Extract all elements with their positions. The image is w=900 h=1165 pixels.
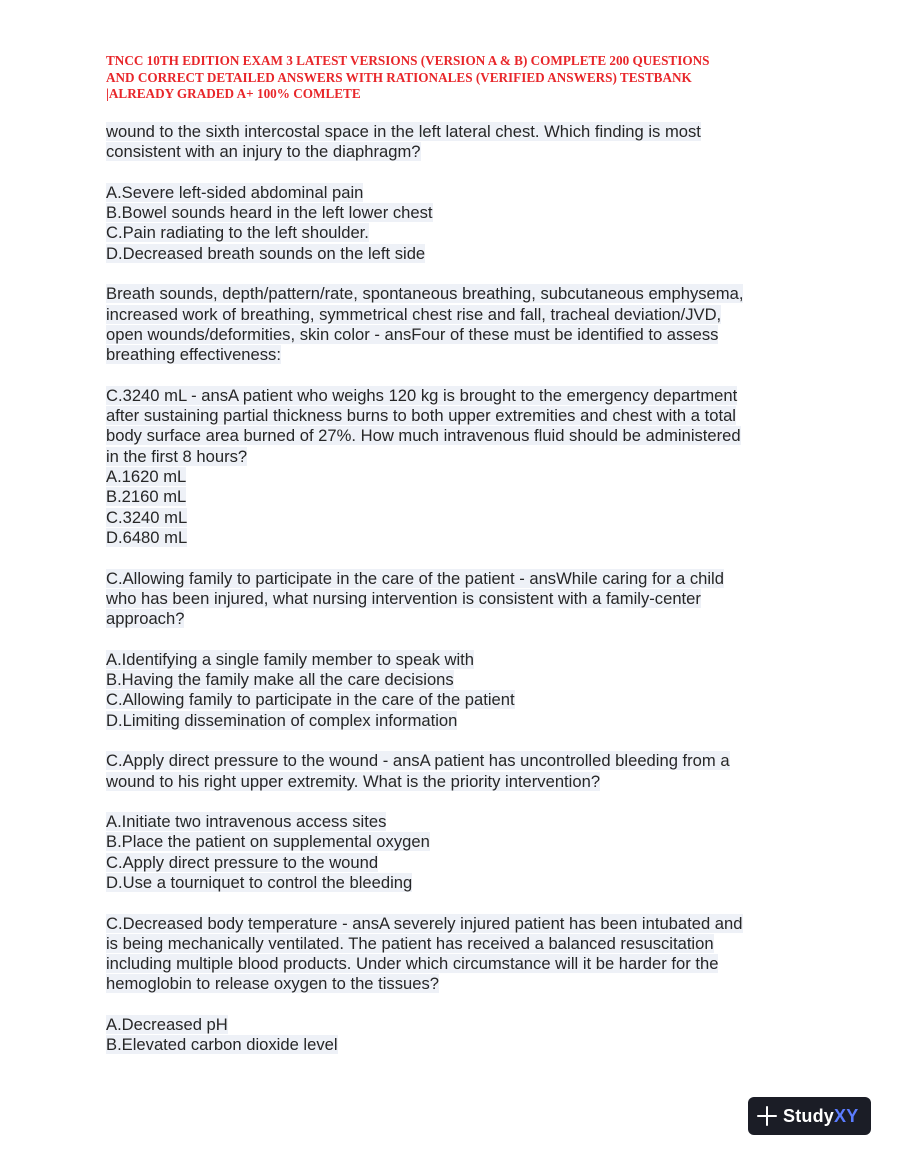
- text-line: [106, 386, 796, 406]
- line-text: A.1620 mL: [106, 467, 187, 487]
- paragraph: [106, 569, 796, 630]
- line-text: including multiple blood products. Under which circumstance will it be harder for the: [106, 954, 719, 974]
- line-text: hemoglobin to release oxygen to the tissues?: [106, 974, 440, 994]
- text-line: [106, 345, 796, 365]
- studyxy-logo-badge[interactable]: [748, 1097, 871, 1135]
- line-text: C.Pain radiating to the left shoulder.: [106, 223, 369, 243]
- line-text: B.2160 mL: [106, 487, 187, 507]
- logo-text-accent: XY: [834, 1105, 859, 1126]
- line-text: consistent with an injury to the diaphragm?: [106, 142, 421, 162]
- line-text: A.Decreased pH: [106, 1015, 228, 1035]
- text-line: [106, 406, 796, 426]
- line-text: D.Decreased breath sounds on the left side: [106, 243, 426, 263]
- line-text: wound to the sixth intercostal space in the left lateral chest. Which finding is most: [106, 122, 701, 141]
- text-line: [106, 873, 796, 893]
- text-line: [106, 528, 796, 548]
- paragraph: [106, 183, 796, 264]
- text-line: [106, 325, 796, 345]
- line-text: D.6480 mL: [106, 527, 188, 547]
- line-text: open wounds/deformities, skin color - ansFour of these must be identified to assess: [106, 324, 719, 344]
- line-text: D.Use a tourniquet to control the bleeding: [106, 872, 413, 892]
- line-text: is being mechanically ventilated. The patient has received a balanced resuscitation: [106, 933, 714, 953]
- text-line: [106, 934, 796, 954]
- text-line: [106, 447, 796, 467]
- line-text: B.Place the patient on supplemental oxygen: [106, 832, 430, 852]
- paragraph: [106, 650, 796, 731]
- line-text: C.Allowing family to participate in the care of the patient: [106, 690, 515, 710]
- text-line: [106, 122, 796, 142]
- text-line: [106, 508, 796, 528]
- line-text: C.3240 mL - ansA patient who weighs 120 kg is brought to the emergency department: [106, 385, 738, 405]
- paragraph: [106, 122, 796, 163]
- line-text: in the first 8 hours?: [106, 446, 248, 466]
- text-line: [106, 954, 796, 974]
- text-line: [106, 244, 796, 264]
- text-line: [106, 609, 796, 629]
- line-text: A.Initiate two intravenous access sites: [106, 812, 387, 832]
- document-title: [106, 53, 806, 103]
- text-line: [106, 1035, 796, 1055]
- text-line: [106, 487, 796, 507]
- text-line: [106, 223, 796, 243]
- text-line: [106, 284, 796, 304]
- text-line: [106, 914, 796, 934]
- text-line: [106, 142, 796, 162]
- text-line: [106, 1015, 796, 1035]
- line-text: C.Allowing family to participate in the care of the patient - ansWhile caring for a child: [106, 568, 724, 588]
- paragraph: [106, 914, 796, 995]
- text-line: [106, 305, 796, 325]
- line-text: after sustaining partial thickness burns to both upper extremities and chest with a total: [106, 406, 736, 426]
- line-text: who has been injured, what nursing intervention is consistent with a family-center: [106, 588, 701, 608]
- line-text: C.Apply direct pressure to the wound: [106, 852, 379, 872]
- text-line: [106, 832, 796, 852]
- paragraph: [106, 812, 796, 893]
- title-line: |ALREADY GRADED A+ 100% COMLETE: [106, 86, 361, 101]
- line-text: breathing effectiveness:: [106, 345, 281, 365]
- text-line: [106, 183, 796, 203]
- line-text: C.Decreased body temperature - ansA severely injured patient has been intubated and: [106, 913, 743, 933]
- line-text: increased work of breathing, symmetrical chest rise and fall, tracheal deviation/JVD,: [106, 304, 722, 324]
- line-text: B.Having the family make all the care decisions: [106, 670, 454, 690]
- text-line: [106, 650, 796, 670]
- line-text: C.Apply direct pressure to the wound - ansA patient has uncontrolled bleeding from a: [106, 751, 730, 771]
- studyxy-logo-text: [783, 1106, 858, 1127]
- title-line: AND CORRECT DETAILED ANSWERS WITH RATIONALES (VERIFIED ANSWERS) TESTBANK: [106, 69, 692, 85]
- text-line: [106, 751, 796, 771]
- line-text: B.Elevated carbon dioxide level: [106, 1035, 338, 1055]
- document-body: [106, 122, 796, 1076]
- text-line: [106, 426, 796, 446]
- line-text: A.Identifying a single family member to speak with: [106, 649, 474, 669]
- line-text: A.Severe left-sided abdominal pain: [106, 182, 364, 202]
- line-text: Breath sounds, depth/pattern/rate, spontaneous breathing, subcutaneous emphysema,: [106, 284, 744, 304]
- title-line: TNCC 10TH EDITION EXAM 3 LATEST VERSIONS (VERSION A & B) COMPLETE 200 QUESTIONS: [106, 53, 710, 68]
- text-line: [106, 974, 796, 994]
- line-text: C.3240 mL: [106, 507, 188, 527]
- line-text: wound to his right upper extremity. What is the priority intervention?: [106, 771, 601, 791]
- text-line: [106, 690, 796, 710]
- text-line: [106, 203, 796, 223]
- plus-icon: [757, 1106, 777, 1126]
- text-line: [106, 467, 796, 487]
- paragraph: [106, 386, 796, 548]
- paragraph: [106, 1015, 796, 1056]
- paragraph: [106, 284, 796, 365]
- line-text: B.Bowel sounds heard in the left lower chest: [106, 203, 433, 223]
- logo-text-main: Study: [783, 1105, 835, 1126]
- line-text: D.Limiting dissemination of complex information: [106, 710, 458, 730]
- text-line: [106, 772, 796, 792]
- text-line: [106, 711, 796, 731]
- text-line: [106, 853, 796, 873]
- line-text: approach?: [106, 609, 185, 629]
- text-line: [106, 589, 796, 609]
- text-line: [106, 670, 796, 690]
- text-line: [106, 812, 796, 832]
- line-text: body surface area burned of 27%. How much intravenous fluid should be administered: [106, 426, 741, 446]
- text-line: [106, 569, 796, 589]
- paragraph: [106, 751, 796, 792]
